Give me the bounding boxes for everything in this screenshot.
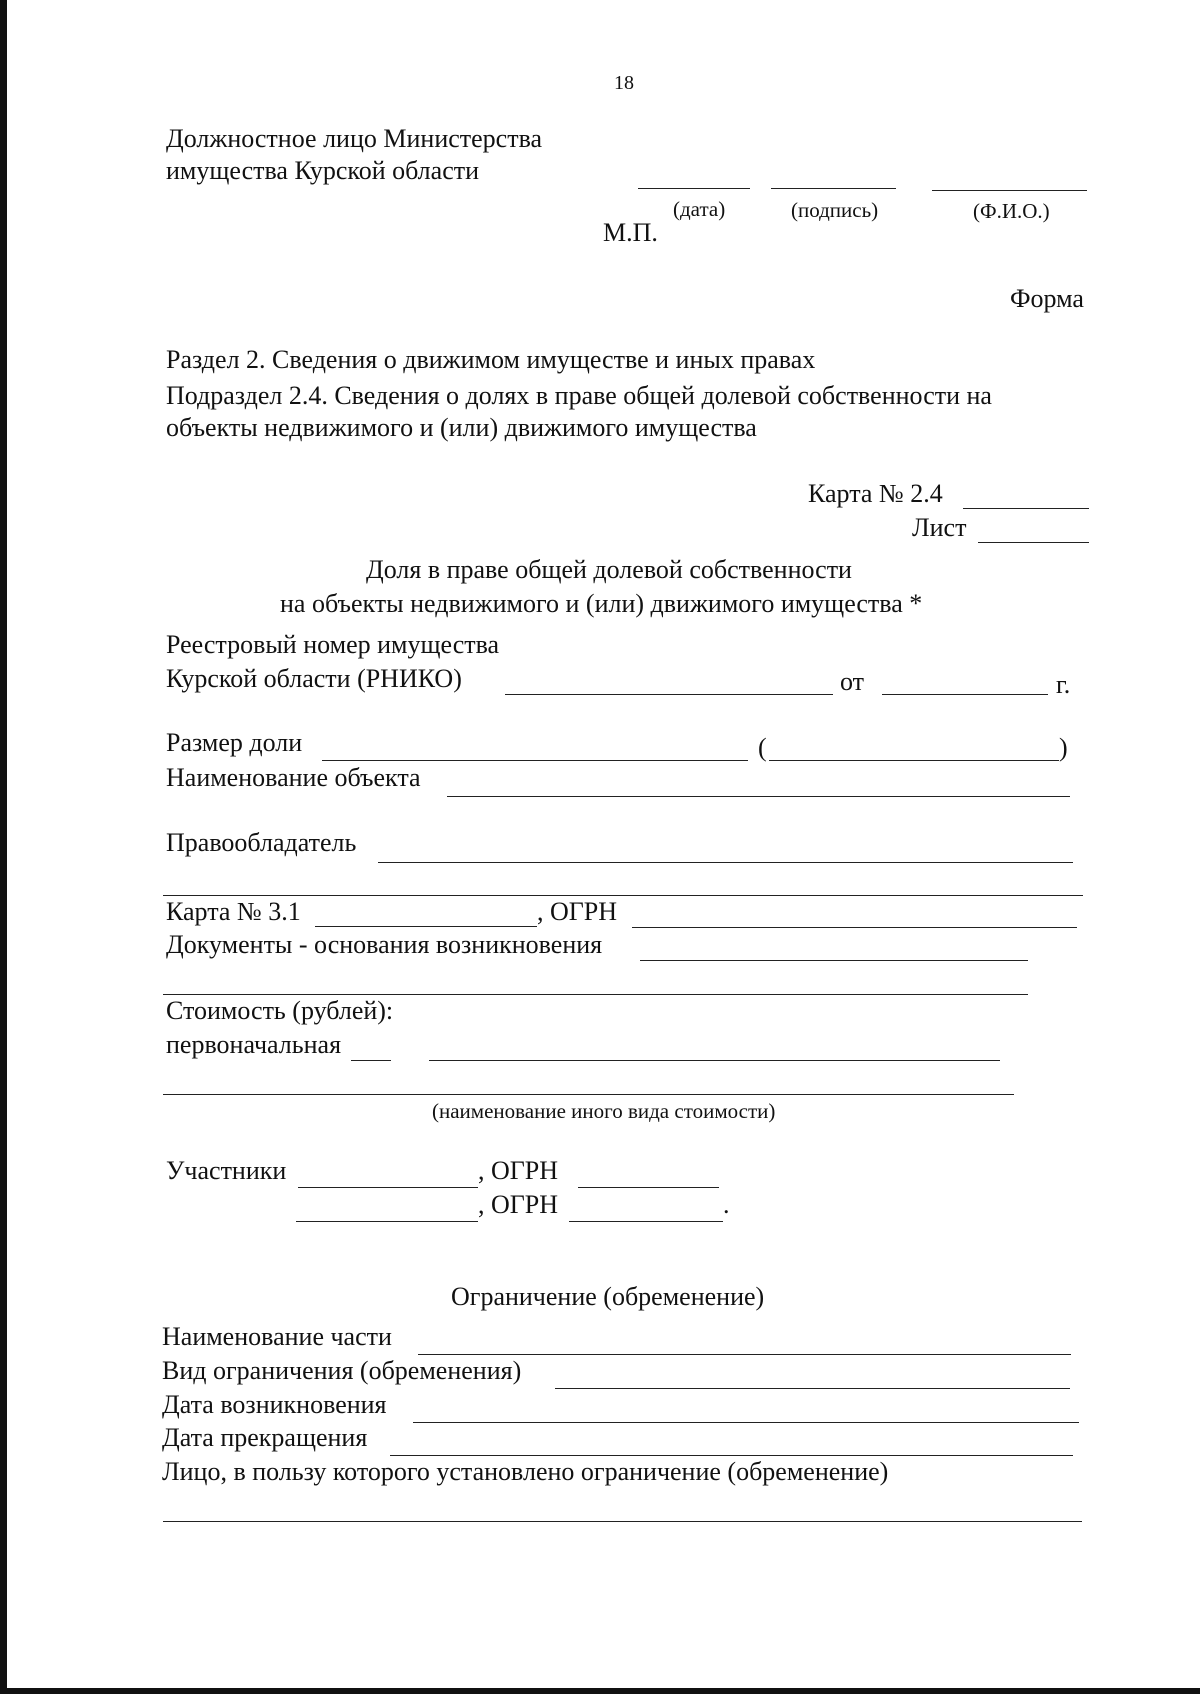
restriction-kind-label: Вид ограничения (обременения) bbox=[162, 1356, 522, 1385]
right-holder-field-2[interactable] bbox=[163, 895, 1083, 896]
participant-2-field[interactable] bbox=[296, 1221, 478, 1222]
name-line[interactable] bbox=[932, 190, 1087, 191]
card-31-label: Карта № 3.1 bbox=[166, 897, 301, 926]
date-caption: (дата) bbox=[673, 197, 726, 221]
form-label: Форма bbox=[1010, 284, 1084, 313]
signature-caption: (подпись) bbox=[791, 198, 879, 222]
start-date-label: Дата возникновения bbox=[162, 1390, 387, 1419]
end-date-label: Дата прекращения bbox=[162, 1423, 368, 1452]
restriction-title: Ограничение (обременение) bbox=[451, 1282, 765, 1311]
heading-line2: на объекты недвижимого и (или) движимого имущества * bbox=[280, 589, 923, 618]
share-size-words-field[interactable] bbox=[769, 760, 1059, 761]
signature-line[interactable] bbox=[771, 188, 896, 189]
documents-label: Документы - основания возникновения bbox=[166, 930, 603, 959]
official-title-line2: имущества Курской области bbox=[166, 156, 480, 185]
restriction-kind-field[interactable] bbox=[555, 1388, 1070, 1389]
initial-cost-field-short[interactable] bbox=[351, 1060, 391, 1061]
participant-1-field[interactable] bbox=[298, 1187, 478, 1188]
object-name-field[interactable] bbox=[447, 796, 1070, 797]
card-number-line[interactable] bbox=[963, 508, 1089, 509]
heading-line1: Доля в праве общей долевой собственности bbox=[366, 555, 852, 584]
initial-cost-field[interactable] bbox=[429, 1060, 1000, 1061]
year-label: г. bbox=[1056, 670, 1071, 699]
card-number-label: Карта № 2.4 bbox=[808, 479, 943, 508]
start-date-field[interactable] bbox=[413, 1422, 1079, 1423]
other-cost-caption: (наименование иного вида стоимости) bbox=[432, 1099, 776, 1123]
object-name-label: Наименование объекта bbox=[166, 763, 421, 792]
participants-period: . bbox=[723, 1190, 730, 1219]
documents-field-2[interactable] bbox=[163, 994, 1028, 995]
page-number: 18 bbox=[614, 72, 634, 94]
official-title-line1: Должностное лицо Министерства bbox=[166, 124, 543, 153]
card-31-ogrn-label: , ОГРН bbox=[537, 897, 618, 926]
scan-border-bottom bbox=[0, 1688, 1200, 1694]
stamp-place-label: М.П. bbox=[603, 218, 658, 247]
participant-1-ogrn-field[interactable] bbox=[578, 1187, 719, 1188]
other-cost-field[interactable] bbox=[163, 1094, 1014, 1095]
beneficiary-field[interactable] bbox=[163, 1521, 1082, 1522]
participant-2-ogrn-field[interactable] bbox=[569, 1221, 723, 1222]
sheet-label: Лист bbox=[912, 513, 967, 542]
registry-label-line2: Курской области (РНИКО) bbox=[166, 664, 462, 693]
share-open-paren: ( bbox=[758, 733, 767, 762]
part-name-field[interactable] bbox=[418, 1354, 1071, 1355]
registry-label-line1: Реестровый номер имущества bbox=[166, 630, 500, 659]
right-holder-label: Правообладатель bbox=[166, 828, 357, 857]
participant-1-ogrn-label: , ОГРН bbox=[478, 1156, 559, 1185]
registry-number-field[interactable] bbox=[505, 694, 833, 695]
beneficiary-label: Лицо, в пользу которого установлено ограничение (обременение) bbox=[162, 1457, 889, 1486]
share-size-label: Размер доли bbox=[166, 728, 303, 757]
share-close-paren: ) bbox=[1059, 733, 1068, 762]
subsection-title-line2: объекты недвижимого и (или) движимого имущества bbox=[166, 413, 757, 442]
right-holder-field[interactable] bbox=[378, 862, 1073, 863]
initial-cost-label: первоначальная bbox=[166, 1030, 342, 1059]
part-name-label: Наименование части bbox=[162, 1322, 392, 1351]
name-caption: (Ф.И.О.) bbox=[973, 199, 1050, 223]
participant-2-ogrn-label: , ОГРН bbox=[478, 1190, 559, 1219]
section-title: Раздел 2. Сведения о движимом имуществе и иных правах bbox=[166, 345, 816, 374]
participants-label: Участники bbox=[166, 1156, 287, 1185]
date-line[interactable] bbox=[638, 188, 750, 189]
documents-field[interactable] bbox=[640, 960, 1028, 961]
from-label: от bbox=[840, 667, 865, 696]
card-31-field[interactable] bbox=[315, 926, 537, 927]
subsection-title-line1: Подраздел 2.4. Сведения о долях в праве общей долевой собственности на bbox=[166, 381, 992, 410]
card-31-ogrn-field[interactable] bbox=[632, 927, 1077, 928]
share-size-field[interactable] bbox=[322, 760, 748, 761]
registry-date-field[interactable] bbox=[882, 694, 1048, 695]
cost-label: Стоимость (рублей): bbox=[166, 996, 394, 1025]
scan-border-left bbox=[0, 0, 7, 1694]
sheet-line[interactable] bbox=[978, 542, 1089, 543]
end-date-field[interactable] bbox=[390, 1455, 1073, 1456]
